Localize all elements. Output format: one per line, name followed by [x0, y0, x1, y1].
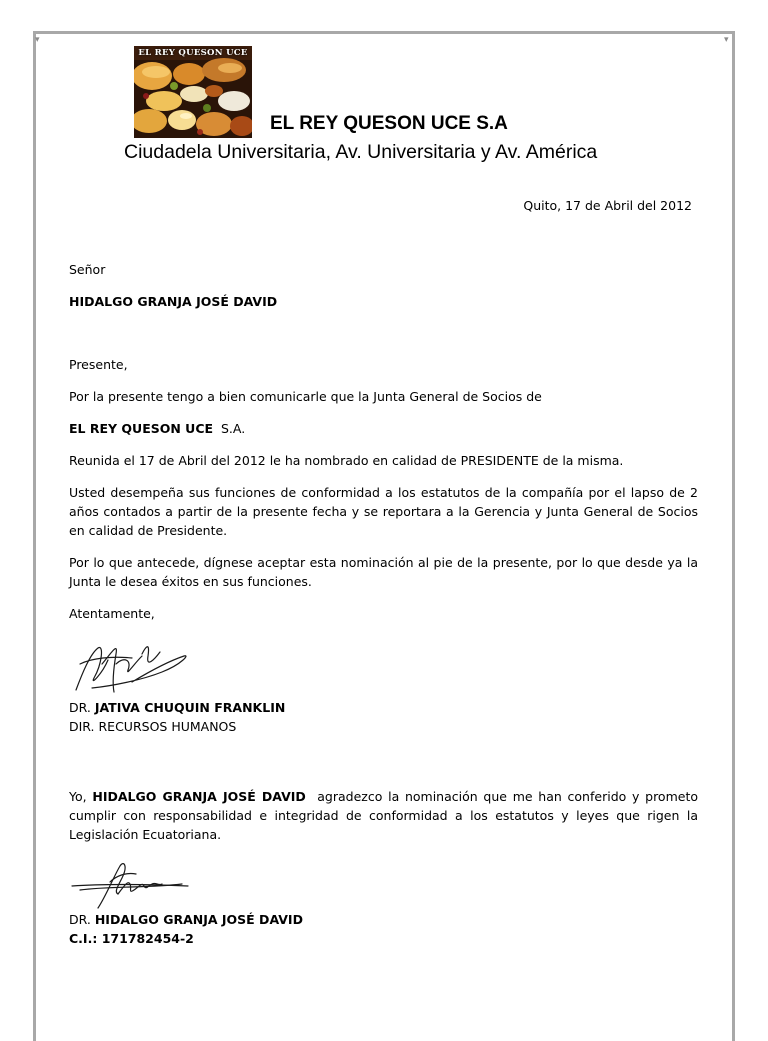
- recipient-salutation: Señor: [69, 262, 106, 277]
- signer-name: JATIVA CHUQUIN FRANKLIN: [94, 700, 286, 715]
- company-name-heading: EL REY QUESON UCE S.A: [270, 113, 508, 134]
- appointee-name: HIDALGO GRANJA JOSÉ DAVID: [94, 912, 303, 927]
- acceptance-paragraph: [69, 787, 698, 844]
- acceptance-prefix: Yo,: [69, 789, 87, 804]
- corner-mark-right: ▾: [724, 35, 729, 45]
- corner-mark-left: ▾: [35, 35, 40, 45]
- recipient-name: HIDALGO GRANJA JOSÉ DAVID: [69, 294, 278, 309]
- signature-hidalgo: [70, 856, 195, 912]
- appointee-id-label: C.I.:: [69, 931, 98, 946]
- paragraph-acceptance-request: Por lo que antecede, dígnese aceptar esta nominación al pie de la presente, por lo que desde ya la Junta le desea éxitos en sus funciones.: [69, 555, 698, 589]
- acceptance-text: agradezco la nominación que me han conferido y prometo cumplir con responsabilidad e integridad de conformidad a los estatutos y leyes que rigen la Legislación Ecuatoriana.: [69, 789, 698, 842]
- paragraph-duties: Usted desempeña sus funciones de conformidad a los estatutos de la compañía por el lapso de 2 años contados a partir de la presente fecha y se reportara a la Gerencia y Junta General de Socios en calidad de Presidente.: [69, 485, 698, 538]
- closing: Atentamente,: [69, 606, 155, 621]
- appointee-name-line: [69, 910, 303, 929]
- signature-jativa: [72, 634, 197, 698]
- intro-line: Por la presente tengo a bien comunicarle que la Junta General de Socios de: [69, 389, 542, 404]
- company-line-suffix: S.A.: [221, 421, 246, 436]
- appointee-id-number: 171782454-2: [101, 931, 194, 946]
- company-line: [69, 419, 245, 438]
- paragraph-appointment: Reunida el 17 de Abril del 2012 le ha nombrado en calidad de PRESIDENTE de la misma.: [69, 453, 624, 468]
- signer-position: DIR. RECURSOS HUMANOS: [69, 719, 237, 734]
- logo-caption: EL REY QUESON UCE: [138, 48, 248, 58]
- greeting: Presente,: [69, 357, 128, 372]
- signer-title-prefix: DR.: [69, 700, 91, 715]
- appointee-title-prefix: DR.: [69, 912, 91, 927]
- appointee-id-line: [69, 929, 194, 948]
- company-line-name: EL REY QUESON UCE: [69, 421, 214, 436]
- date-line: Quito, 17 de Abril del 2012: [523, 198, 692, 213]
- cheese-photo: [134, 46, 252, 138]
- company-logo: [134, 46, 252, 138]
- signer-name-line: [69, 698, 285, 717]
- company-address: Ciudadela Universitaria, Av. Universitaria y Av. América: [124, 141, 598, 163]
- acceptance-name: HIDALGO GRANJA JOSÉ DAVID: [92, 789, 306, 804]
